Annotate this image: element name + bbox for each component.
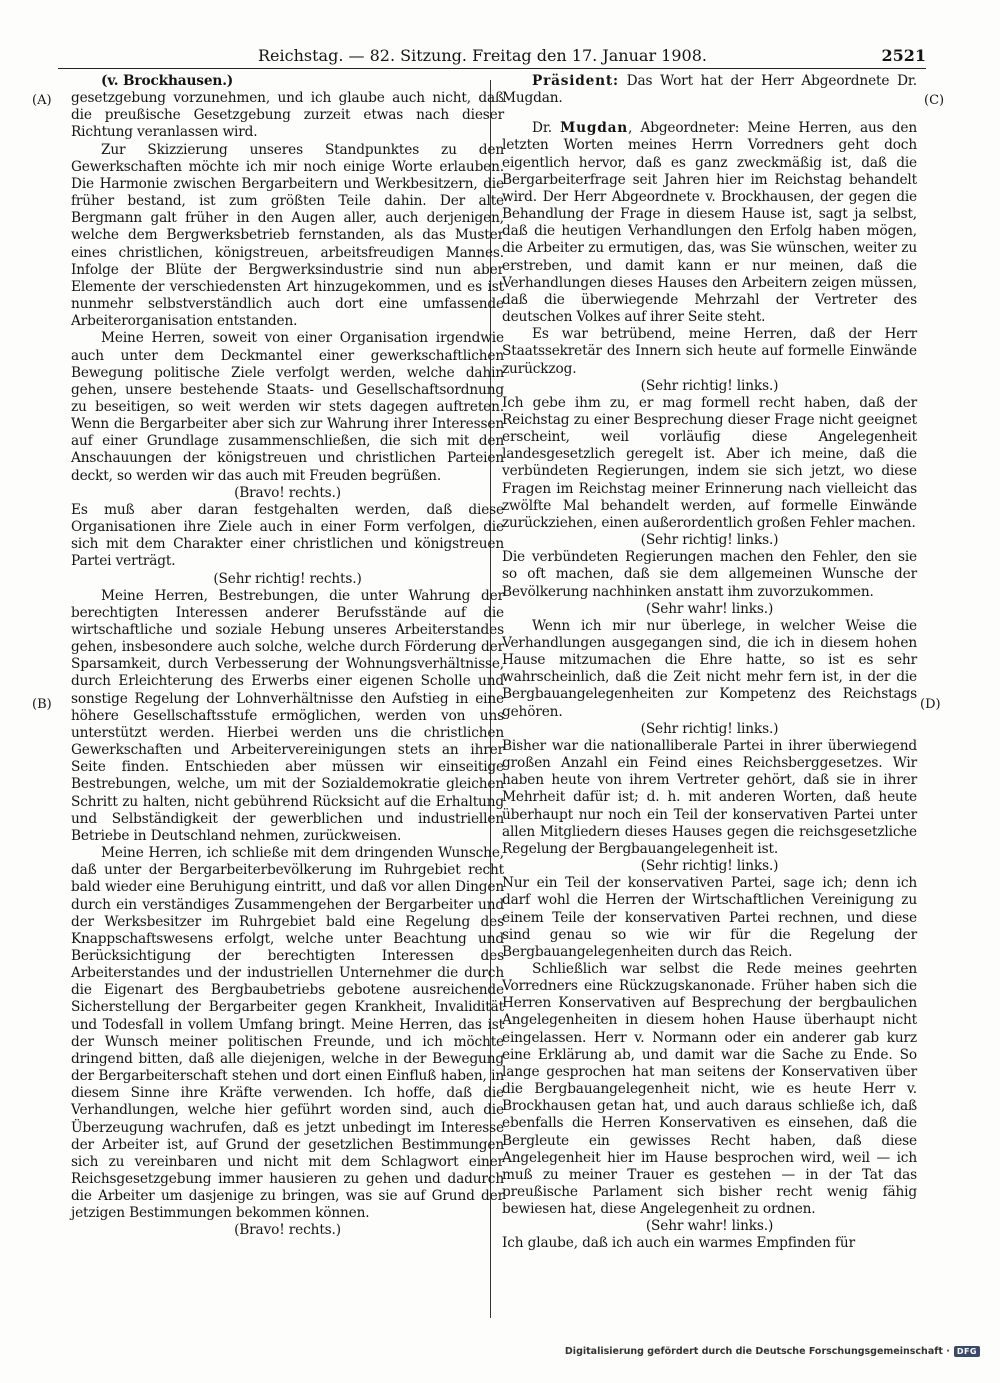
- speaker-prefix: Dr.: [532, 120, 561, 137]
- paragraph: Schließlich war selbst die Rede meines geehrten Vorredners eine Rückzugskanonade. Früher haben sich die Herren Konservativen auf Besprechung der bergbaulichen Angelegenheiten in diesem hohen Hause überhaupt nicht eingelassen. Herr v. Normann oder ein anderer gab kurz eine Erklärung ab, und damit war die Sache zu Ende. So lange gesprochen hat man seitens der Konservativen über die Bergbauangelegenheit nicht, wie es heute Herr v. Brockhausen getan hat, und auch daraus schließe ich, daß ebenfalls die Herren Konservativen es einsehen, daß die Bergleute ein gewisses Recht haben, daß diese Angelegenheit hier im Hause besprochen wird, weil — ich muß zu meiner Trauer es gestehen — in der Tat das preußische Parlament sich bisher recht wenig fähig bewiesen hat, diese Angelegenheit zu ordnen.: [502, 960, 917, 1218]
- footer-text: Digitalisierung gefördert durch die Deutsche Forschungsgemeinschaft ·: [564, 1346, 950, 1357]
- interjection: (Sehr wahr! links.): [645, 1218, 774, 1235]
- header-rule: [58, 68, 926, 69]
- spacer: [502, 107, 917, 120]
- paragraph: Meine Herren, Bestrebungen, die unter Wahrung der berechtigten Interessen anderer Berufsstände auf die wirtschaftliche und soziale Hebung unseres Arbeiterstandes gehen, insbesondere auch solche, welche durch Förderung der Sparsamkeit, durch Verbesserung der Wohnungsverhältnisse, durch Erleichterung des Erwerbs einer eigenen Scholle und sonstige Regelung der Lohnverhältnisse den Aufstieg in eine höhere Gesellschaftsstufe ermöglichen, werden von uns unterstützt werden. Hierbei werden uns die christlichen Gewerkschaften und Arbeitervereinigungen stets an ihrer Seite finden. Entschieden aber müssen wir einseitige Bestrebungen, welche, um mit der Sozialdemokratie gleichen Schritt zu halten, nicht gebührend Rücksicht auf die Erhaltung und Selbständigkeit der gewerblichen und industriellen Betriebe in Deutschland nehmen, zurückweisen.: [71, 587, 504, 844]
- margin-mark-d: (D): [920, 697, 941, 712]
- paragraph: Ich gebe ihm zu, er mag formell recht haben, daß der Reichstag zu einer Besprechung dieser Frage nicht geeignet erscheint, weil vorläufig diese Angelegenheit landesgesetzlich geregelt ist. Aber ich meine, daß die verbündeten Regierungen, indem sie sich jetzt, wo diese Fragen im Reichstag meiner Erinnerung nach vielleicht das zwölfte Mal behandelt werden, auf formelle Einwände zurückziehen, einen außerordentlich großen Fehler machen.: [502, 394, 917, 531]
- digitization-footer: [565, 1346, 980, 1357]
- interjection: (Sehr richtig! rechts.): [213, 570, 362, 587]
- interjection: (Sehr richtig! links.): [640, 532, 779, 549]
- interjection: (Sehr wahr! links.): [645, 600, 774, 617]
- right-column: [502, 73, 917, 1253]
- paragraph: Meine Herren, ich schließe mit dem dringenden Wunsche, daß unter der Bergarbeiterbevölkerung im Ruhrgebiet recht bald wieder eine Beruhigung eintritt, und daß vor allen Dingen durch ein verständiges Zusammengehen der Bergarbeiter und der Werksbesitzer im Ruhrgebiet bald eine Regelung des Knappschaftswesens erfolgt, welche unter Beachtung und Berücksichtigung der berechtigten Interessen des Arbeiterstandes und der industriellen Unternehmer die durch die Eigenart des Bergbaubetriebs gebotene ausreichende Sicherstellung der Bergarbeiter gegen Krankheit, Invalidität und Todesfall in vollem Umfang bringt. Meine Herren, das ist der Wunsch meiner politischen Freunde, und ich möchte dringend bitten, daß alle diejenigen, welche in der Bewegung der Bergarbeiterschaft stehen und dort einen Einfluß haben, in diesem Sinne ihre Kräfte verwenden. Ich hoffe, daß die Verhandlungen, welche hier geführt worden sind, auch die Überzeugung wachrufen, daß es jetzt unbedingt im Interesse der Arbeiter ist, auf Grund der gesetzlichen Bestimmungen sich zu vereinbaren und nicht mit dem Schlagwort einer Reichsgesetzgebung immer hausieren zu gehen und dadurch die Arbeiter um dasjenige zu bringen, was sie auf Grund der jetzigen Bestimmungen bekommen können.: [71, 845, 504, 1222]
- president-statement: [502, 73, 917, 107]
- interjection: (Sehr richtig! links.): [640, 377, 779, 394]
- page-number: 2521: [881, 46, 926, 65]
- paragraph: Es war betrübend, meine Herren, daß der Herr Staatssekretär des Innern sich heute auf formelle Einwände zurückzog.: [502, 326, 917, 377]
- speaker-name: Mugdan: [560, 120, 629, 137]
- margin-mark-c: (C): [924, 93, 945, 108]
- paragraph: Meine Herren, soweit von einer Organisation irgendwie auch unter dem Deckmantel einer gewerkschaftlichen Bewegung politische Ziele verfolgt werden, welche dahin gehen, unsere bestehende Staats- und Gesellschaftsordnung zu beseitigen, so weit werden wir stets dagegen auftreten. Wenn die Bergarbeiter aber sich zur Wahrung ihrer Interessen auf einer Grundlage zusammenschließen, die sich mit den Anschauungen der königstreuen und christlichen Parteien deckt, so werden wir das auch mit Freuden begrüßen.: [71, 330, 504, 484]
- interjection: (Bravo! rechts.): [234, 484, 341, 501]
- paragraph: Die verbündeten Regierungen machen den Fehler, den sie so oft machen, daß sie dem allgemeinen Wunsche der Bevölkerung nachhinken anstatt ihm zuvorzukommen.: [502, 549, 917, 600]
- interjection: (Sehr richtig! links.): [640, 858, 779, 875]
- interjection: (Bravo! rechts.): [234, 1222, 341, 1239]
- paragraph: Bisher war die nationalliberale Partei in ihrer überwiegend großen Anzahl ein Feind eines Reichsberggesetzes. Wir haben heute von ihrem Vertreter gehört, daß sie in ihrer Mehrheit dafür ist; d. h. mit anderen Worten, daß heute überhaupt nur noch ein Teil der konservativen Partei unter allen Mitgliedern dieses Hauses gegen die reichsgesetzliche Regelung der Bergbauangelegenheit ist.: [502, 737, 917, 857]
- speech-opening: [502, 120, 917, 326]
- margin-mark-b: (B): [32, 697, 52, 712]
- margin-mark-a: (A): [32, 93, 52, 108]
- left-column: [71, 73, 504, 1240]
- paragraph: Ich glaube, daß ich auch ein warmes Empfinden für: [502, 1235, 855, 1252]
- running-header: [58, 44, 926, 68]
- interjection: (Sehr richtig! links.): [640, 720, 779, 737]
- paragraph: Nur ein Teil der konservativen Partei, sage ich; denn ich darf wohl die Herren der Wirtschaftlichen Vereinigung zu einem Teile der konservativen Partei rechnen, und diese sind genau so wie wir für die Regelung der Bergbauangelegenheiten durch das Reich.: [502, 875, 917, 960]
- speech-text: , Abgeordneter: Meine Herren, aus den letzten Worten meines Herrn Vorredners geht doch eigentlich hervor, daß es ganz zweckmäßig ist, daß die Bergarbeiterfrage seit Jahren hier im Reichstag behandelt wird. Der Herr Abgeordnete v. Brockhausen, der gegen die Behandlung der Frage in diesem Hause ist, sagt ja selbst, daß die heutigen Verhandlungen den Erfolg haben mögen, die Arbeiter zu ermutigen, das, was Sie wünschen, weiter zu erstreben, und damit kann er nur meinen, daß die Verhandlungen dieses Hauses den Arbeitern zeigen müssen, daß die überwiegende Mehrzahl der Vertreter des deutschen Volkes auf ihrer Seite steht.: [502, 120, 917, 326]
- dfg-logo-icon: DFG: [954, 1346, 980, 1357]
- paragraph: Wenn ich mir nur überlege, in welcher Weise die Verhandlungen ausgegangen sind, die ich in diesem hohen Hause mitzumachen die Ehre hatte, so ist es sehr wahrscheinlich, daß die Zeit nicht mehr fern ist, in der die Bergbauangelegenheiten zur Kompetenz des Reichstags gehören.: [502, 617, 917, 720]
- paragraph: Es muß aber daran festgehalten werden, daß diese Organisationen ihre Ziele auch in einer Form verfolgen, die sich mit dem Charakter einer christlichen und königstreuen Partei verträgt.: [71, 501, 504, 570]
- paragraph: Zur Skizzierung unseres Standpunktes zu den Gewerkschaften möchte ich mir noch einige Worte erlauben. Die Harmonie zwischen Bergarbeitern und Werkbesitzern, die früher bestand, ist zum größten Teile dahin. Der alte Bergmann galt früher in den Augen aller, auch derjenigen, welche dem Bergwerksbetrieb fernstanden, als das Muster eines christlichen, königstreuen, arbeitsfreudigen Mannes. Infolge der Blüte der Bergwerksindustrie sind nun aber Elemente der verschiedensten Art hinzugekommen, und es ist nunmehr selbstverständlich auch dort eine umfassende Arbeiterorganisation entstanden.: [71, 141, 504, 330]
- header-title: Reichstag. — 82. Sitzung. Freitag den 17. Januar 1908.: [258, 46, 707, 65]
- paragraph: gesetzgebung vorzunehmen, und ich glaube auch nicht, daß die preußische Gesetzgebung zurzeit etwas nach dieser Richtung veranlassen wird.: [71, 90, 504, 141]
- president-text: Das Wort hat der Herr Abgeordnete Dr. Mugdan.: [502, 73, 917, 107]
- speaker-reference: (v. Brockhausen.): [101, 73, 234, 89]
- president-label: Präsident:: [532, 73, 619, 89]
